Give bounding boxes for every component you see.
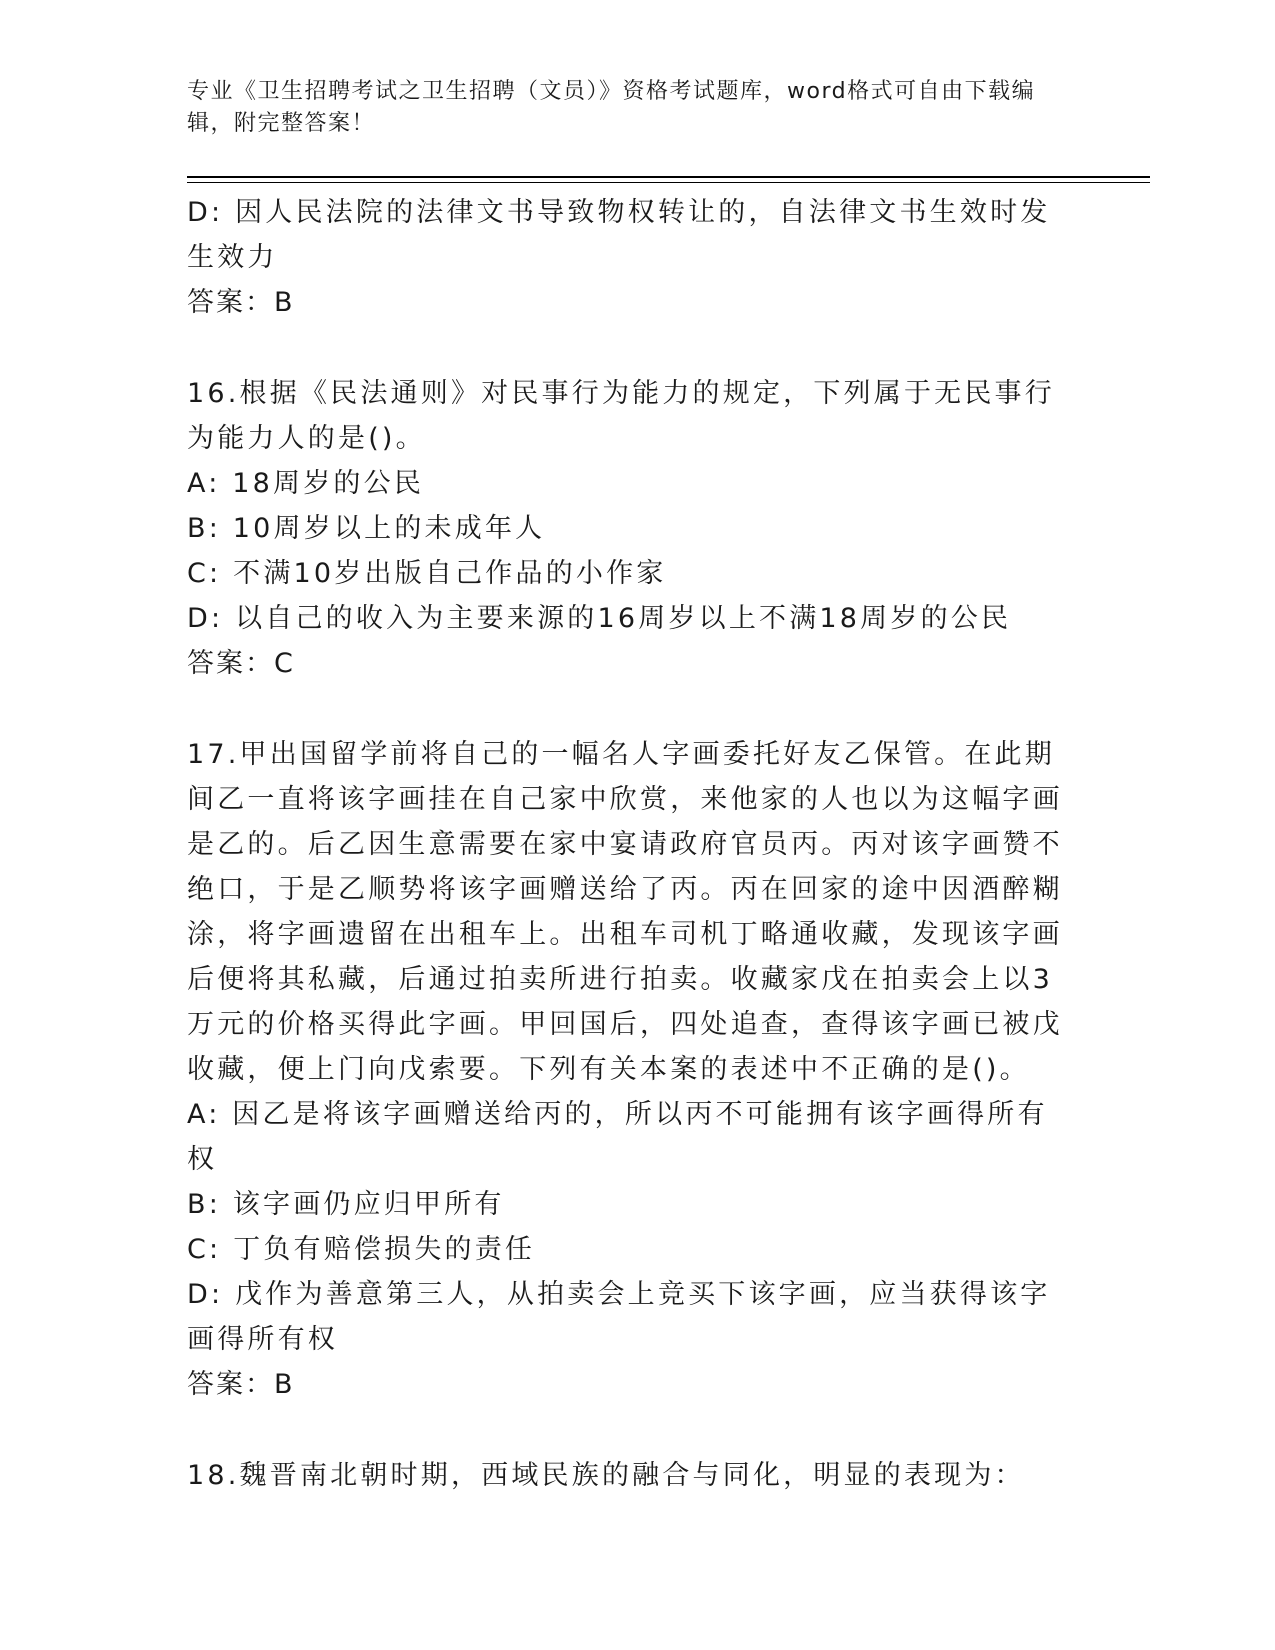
- option-d: D: 以自己的收入为主要来源的16周岁以上不满18周岁的公民: [187, 603, 1012, 634]
- answer: 答案：B: [187, 1369, 295, 1400]
- question-17: [187, 732, 1077, 1407]
- option-b: B: 10周岁以上的未成年人: [187, 513, 546, 544]
- question-stem: 17.甲出国留学前将自己的一幅名人字画委托好友乙保管。在此期间乙一直将该字画挂在自己家中欣赏，来他家的人也以为这幅字画是乙的。后乙因生意需要在家中宴请政府官员丙。丙对该字画赞不绝口，于是乙顺势将该字画赠送给了丙。丙在回家的途中因酒醉糊涂，将字画遗留在出租车上。出租车司机丁略通收藏，发现该字画后便将其私藏，后通过拍卖所进行拍卖。收藏家戊在拍卖会上以3万元的价格买得此字画。甲回国后，四处追查，查得该字画已被戊收藏，便上门向戊索要。下列有关本案的表述中不正确的是()。: [187, 739, 1063, 1085]
- option-d: D: 戊作为善意第三人，从拍卖会上竞买下该字画，应当获得该字画得所有权: [187, 1279, 1051, 1355]
- option-b: B: 该字画仍应归甲所有: [187, 1189, 505, 1220]
- spacer: [187, 686, 1077, 732]
- spacer: [187, 325, 1077, 371]
- header-rule-thin: [187, 182, 1150, 183]
- question-stem: 16.根据《民法通则》对民事行为能力的规定，下列属于无民事行为能力人的是()。: [187, 378, 1055, 454]
- question-16: [187, 371, 1077, 686]
- option-a: A: 因乙是将该字画赠送给丙的，所以丙不可能拥有该字画得所有权: [187, 1099, 1048, 1175]
- document-body: [187, 190, 1077, 1498]
- prev-answer: 答案：B: [187, 287, 295, 318]
- question-stem: 18.魏晋南北朝时期，西域民族的融合与同化，明显的表现为：: [187, 1460, 1025, 1491]
- answer: 答案：C: [187, 648, 295, 679]
- header-rule-thick: [187, 176, 1150, 178]
- question-18: [187, 1453, 1077, 1498]
- spacer: [187, 1407, 1077, 1453]
- document-header: 专业《卫生招聘考试之卫生招聘（文员）》资格考试题库，word格式可自由下载编辑，附完整答案！: [187, 79, 1036, 136]
- option-c: C: 不满10岁出版自己作品的小作家: [187, 558, 667, 589]
- option-a: A: 18周岁的公民: [187, 468, 425, 499]
- prev-option-d: D: 因人民法院的法律文书导致物权转让的，自法律文书生效时发生效力: [187, 197, 1051, 273]
- option-c: C: 丁负有赔偿损失的责任: [187, 1234, 536, 1265]
